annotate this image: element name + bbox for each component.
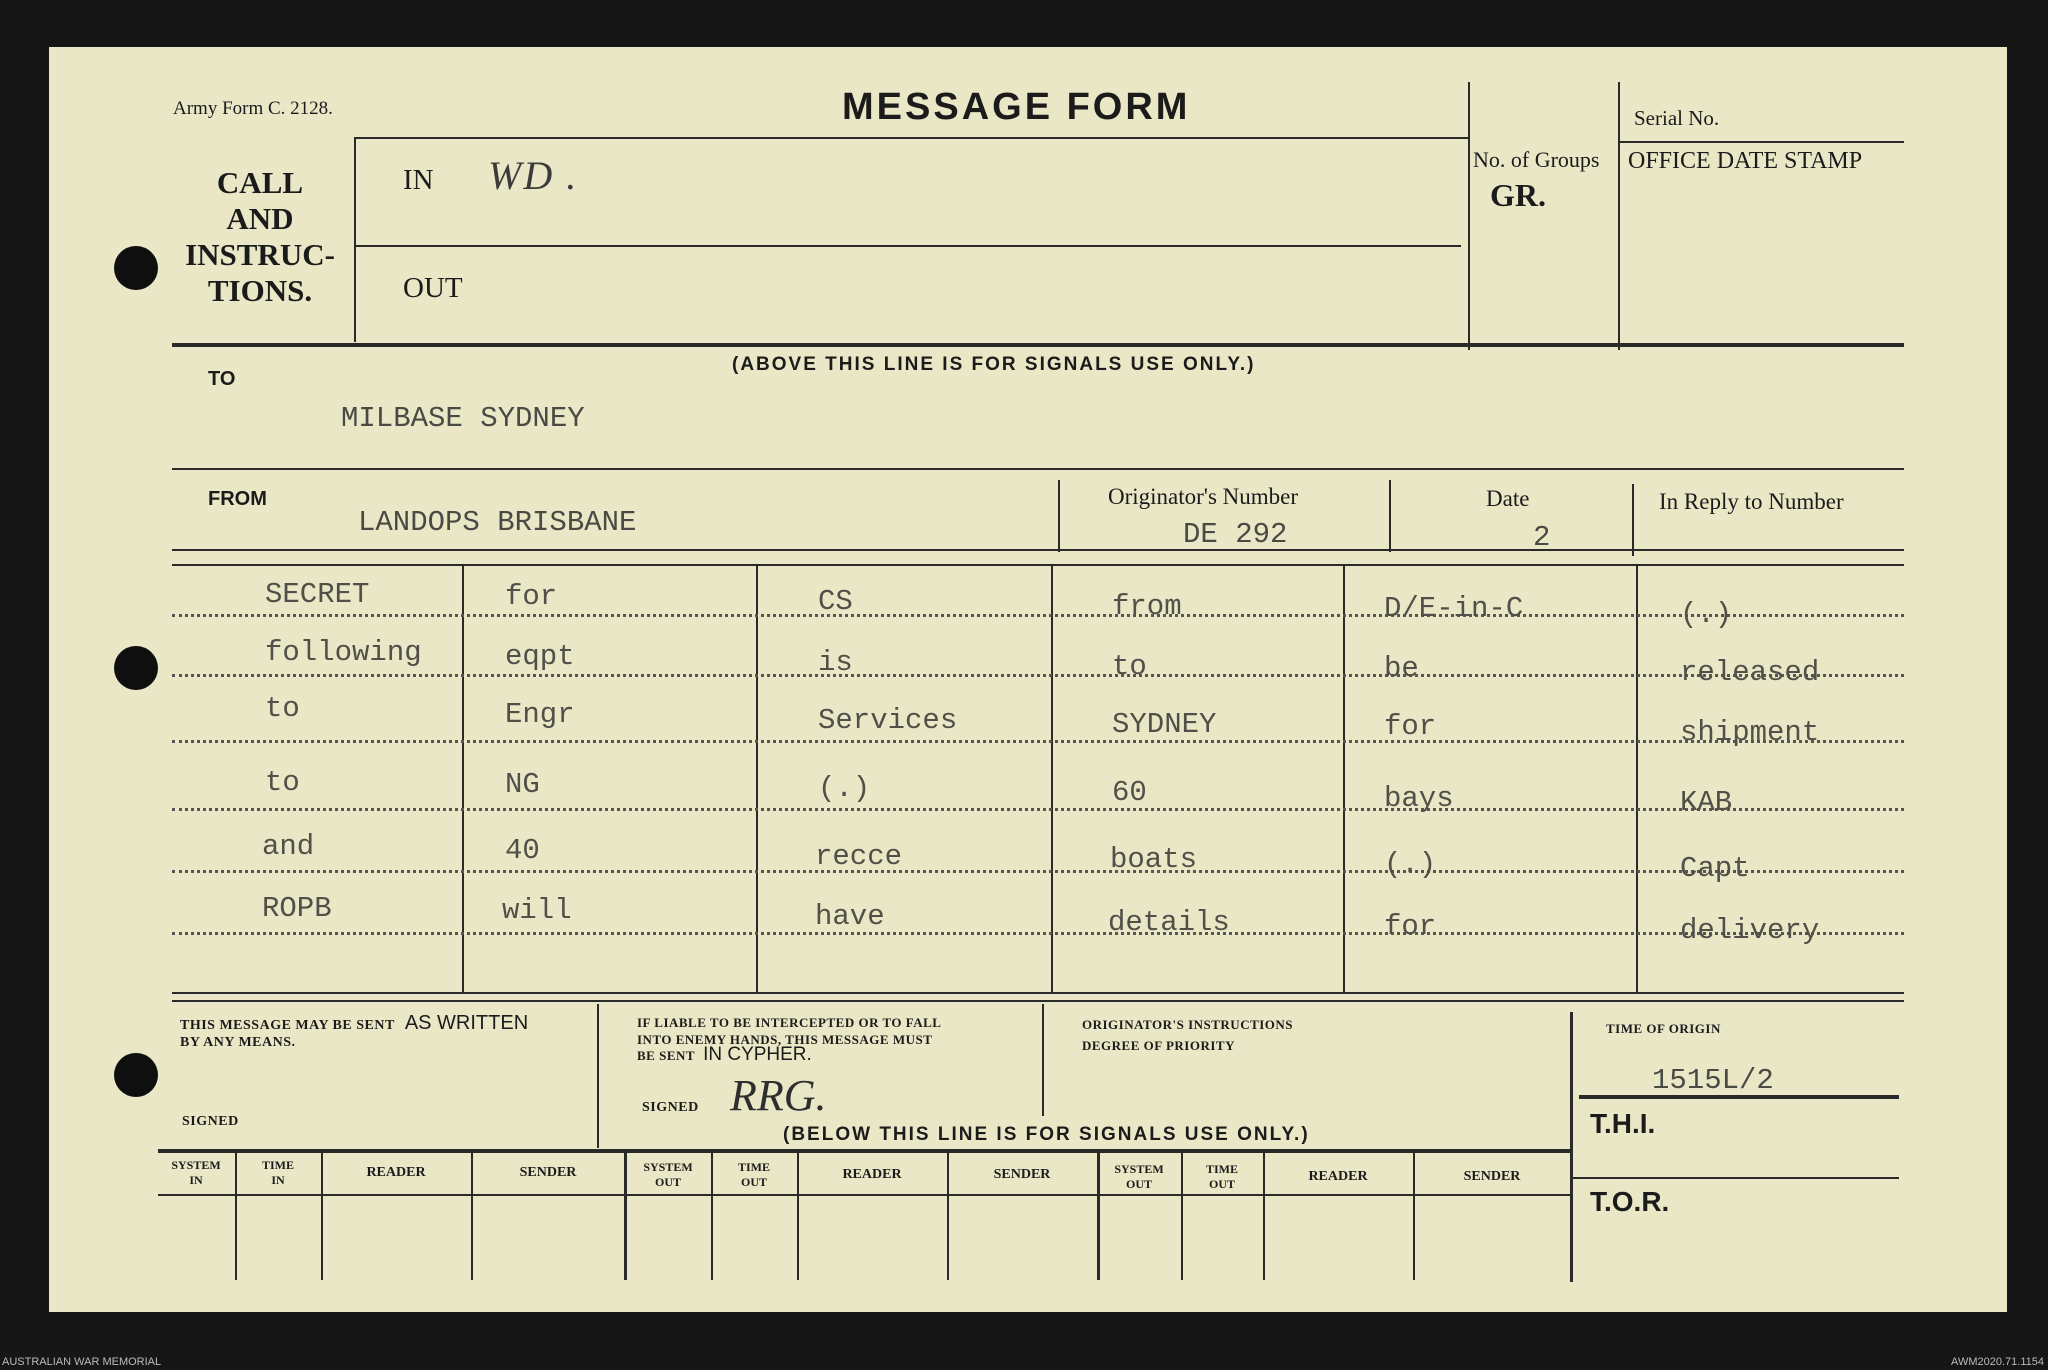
signal-column-header: TIME IN (261, 1158, 294, 1187)
message-top-line (172, 564, 1904, 566)
message-word: boats (1110, 843, 1198, 876)
office-date-stamp-label: OFFICE DATE STAMP (1628, 148, 1863, 174)
message-word: Services (818, 704, 958, 737)
punch-hole-bottom (114, 1053, 158, 1097)
to-value: MILBASE SYDNEY (341, 402, 585, 435)
message-row-rule (172, 932, 1904, 935)
call-label-line: AND (226, 201, 294, 236)
signal-column-header: READER (366, 1165, 426, 1180)
serial-underline (1618, 141, 1904, 143)
send-method-block (180, 1012, 528, 1035)
message-word: (.) (818, 772, 871, 805)
message-word: shipment (1680, 716, 1820, 749)
call-and-instructions-label (180, 165, 340, 309)
signal-column-header: SYSTEM IN (171, 1158, 221, 1187)
signal-column-header: READER (1308, 1169, 1368, 1184)
originators-instructions: ORIGINATOR'S INSTRUCTIONS (1082, 1017, 1294, 1032)
signal-col-line (471, 1152, 473, 1280)
groups-col-left (1468, 82, 1470, 350)
message-col-divider (1343, 564, 1345, 992)
message-row-rule (172, 740, 1904, 743)
signal-col-line (797, 1152, 799, 1280)
footer-right-caption: AWM2020.71.1154 (1951, 1356, 2044, 1368)
message-word: eqpt (505, 640, 575, 673)
signal-col-line (235, 1152, 237, 1280)
message-row-rule (172, 614, 1904, 617)
message-word: to (265, 692, 300, 725)
army-form-number: Army Form C. 2128. (173, 98, 333, 119)
message-word: Capt (1680, 852, 1750, 885)
to-bottom-line (172, 468, 1904, 470)
message-word: have (815, 900, 885, 933)
groups-label: No. of Groups (1473, 147, 1600, 172)
message-word: 40 (505, 834, 540, 867)
in-reply-to-number-label: In Reply to Number (1659, 489, 1844, 514)
message-col-divider (1051, 564, 1053, 992)
signal-column-header: TIME OUT (1205, 1162, 1238, 1191)
in-value-handwritten: WD . (488, 153, 579, 198)
date-value: 2 (1533, 521, 1551, 554)
signal-col-line (1097, 1152, 1100, 1280)
from-bottom-line (172, 549, 1904, 551)
intercept-line-3: BE SENT (637, 1048, 696, 1063)
message-word: SYDNEY (1112, 708, 1217, 741)
out-label: OUT (403, 272, 463, 304)
from-label: FROM (208, 488, 267, 510)
signals-use-only-bottom: (BELOW THIS LINE IS FOR SIGNALS USE ONLY.) (783, 1124, 1310, 1145)
message-word: for (1384, 710, 1437, 743)
message-word: and (262, 830, 315, 863)
originator-number-label: Originator's Number (1108, 484, 1299, 509)
thi-label: T.H.I. (1590, 1108, 1656, 1139)
message-word: CS (818, 585, 853, 618)
message-word: be (1384, 652, 1419, 685)
signed-label: SIGNED (182, 1114, 239, 1129)
as-written: AS WRITTEN (404, 1012, 529, 1034)
title-underline (355, 137, 1468, 139)
by-any-means: BY ANY MEANS. (180, 1035, 296, 1050)
intercept-line-1: IF LIABLE TO BE INTERCEPTED OR TO FALL (637, 1015, 942, 1030)
message-word: SECRET (265, 578, 370, 611)
call-label-line: CALL (216, 165, 304, 200)
message-word: following (265, 636, 422, 669)
message-row-rule (172, 808, 1904, 811)
message-word: recce (815, 840, 903, 873)
message-word: D/E-in-C (1384, 592, 1524, 625)
intercept-line-2: INTO ENEMY HANDS, THIS MESSAGE MUST (637, 1032, 933, 1047)
signal-col-line (1181, 1152, 1183, 1280)
form-title: MESSAGE FORM (842, 86, 1191, 128)
signal-header-underline (158, 1194, 1571, 1196)
originator-col-divider (1389, 480, 1391, 552)
message-word: from (1112, 590, 1182, 623)
message-word: (.) (1384, 848, 1437, 881)
signal-col-line (1413, 1152, 1415, 1280)
message-bottom-line-2 (172, 1000, 1904, 1002)
sent-note: THIS MESSAGE MAY BE SENT (180, 1018, 395, 1033)
message-word: details (1108, 906, 1230, 939)
message-word: KAB (1680, 786, 1733, 819)
bottom-col-divider (1042, 1004, 1044, 1116)
message-word: for (1384, 910, 1437, 943)
signal-col-line (1263, 1152, 1265, 1280)
message-word: delivery (1680, 914, 1820, 947)
groups-unit: GR. (1490, 177, 1546, 213)
message-col-divider (462, 564, 464, 992)
in-out-divider (356, 245, 1461, 247)
signal-col-line (624, 1152, 627, 1280)
call-col-right (354, 137, 356, 342)
stamp-col-left (1618, 82, 1620, 350)
signed-label-2: SIGNED (642, 1100, 699, 1115)
message-word: Engr (505, 698, 575, 731)
thi-underline (1573, 1177, 1899, 1179)
message-word: (.) (1680, 598, 1733, 631)
signals-use-only-top: (ABOVE THIS LINE IS FOR SIGNALS USE ONLY.) (732, 354, 1256, 375)
signals-bottom-line (158, 1149, 1571, 1153)
date-label: Date (1486, 486, 1530, 511)
signal-col-line (947, 1152, 949, 1280)
signal-col-line (711, 1152, 713, 1280)
to-label: TO (208, 368, 236, 390)
message-word: for (505, 580, 558, 613)
message-bottom-line (172, 992, 1904, 994)
signal-column-header: SYSTEM OUT (1114, 1162, 1164, 1191)
call-label-line: INSTRUC- (185, 237, 335, 272)
punch-hole-top (114, 246, 158, 290)
punch-hole-middle (114, 646, 158, 690)
signal-column-header: SENDER (993, 1167, 1051, 1182)
footer-left-caption: AUSTRALIAN WAR MEMORIAL (2, 1356, 162, 1368)
message-word: released (1680, 656, 1820, 689)
message-row-rule (172, 674, 1904, 677)
time-of-origin-label: TIME OF ORIGIN (1606, 1021, 1721, 1036)
signal-column-header: TIME OUT (737, 1160, 770, 1189)
signal-col-line (321, 1152, 323, 1280)
message-word: bays (1384, 782, 1454, 815)
time-of-origin-value: 1515L/2 (1652, 1064, 1774, 1097)
call-label-line: TIONS. (207, 273, 313, 308)
message-col-divider (756, 564, 758, 992)
signal-column-header: SENDER (1463, 1169, 1521, 1184)
message-word: 60 (1112, 776, 1147, 809)
message-word: is (818, 646, 853, 679)
originator-number-value: DE 292 (1183, 518, 1288, 551)
signature-handwritten: RRG. (730, 1071, 827, 1120)
signal-column-header: SENDER (519, 1165, 577, 1180)
from-col-divider (1058, 480, 1060, 552)
bottom-col-divider (1570, 1012, 1573, 1282)
time-of-origin-underline (1579, 1095, 1899, 1099)
message-word: to (1112, 650, 1147, 683)
bottom-col-divider (597, 1004, 599, 1148)
message-word: will (502, 894, 572, 927)
message-row-rule (172, 870, 1904, 873)
message-word: NG (505, 768, 540, 801)
signal-column-header: SYSTEM OUT (643, 1160, 693, 1189)
message-word: ROPB (262, 892, 332, 925)
date-col-divider (1632, 484, 1634, 556)
in-label: IN (403, 164, 434, 196)
signal-column-header: READER (842, 1167, 902, 1182)
intercept-line-3-row (637, 1044, 812, 1066)
message-word: to (265, 766, 300, 799)
serial-number-label: Serial No. (1634, 106, 1720, 130)
message-col-divider (1636, 564, 1638, 992)
tor-label: T.O.R. (1590, 1186, 1670, 1217)
degree-of-priority: DEGREE OF PRIORITY (1082, 1038, 1235, 1053)
signals-top-line (172, 343, 1904, 347)
in-cypher: IN CYPHER. (703, 1044, 812, 1065)
from-value: LANDOPS BRISBANE (358, 506, 637, 539)
